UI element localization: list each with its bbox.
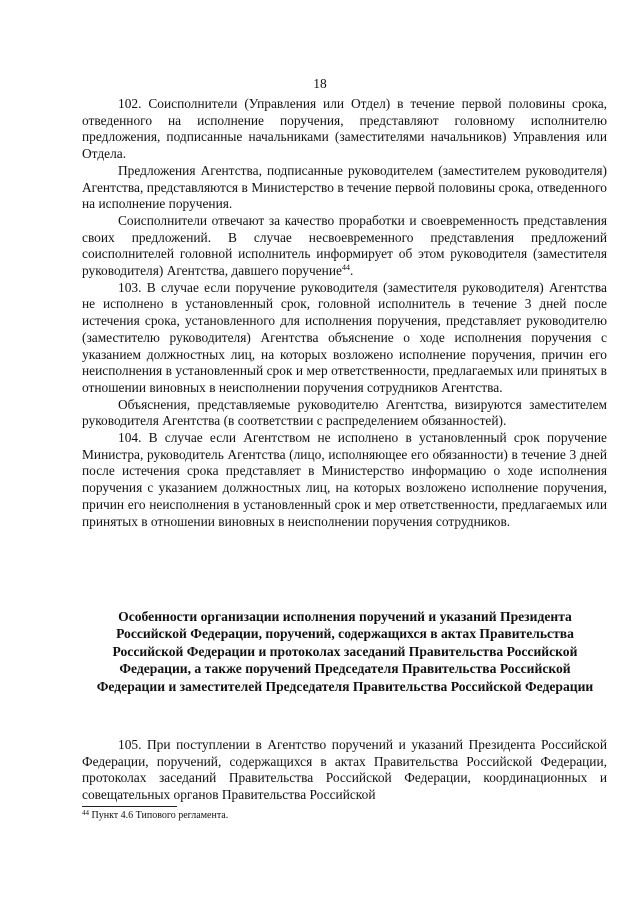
footnote-number: 44 (82, 809, 89, 817)
paragraph-co-executors (82, 213, 607, 280)
paragraph-104: 104. В случае если Агентством не исполнено в установленный срок поручение Министра, руководитель Агентства (лицо, исполняющее его обязанности) в течение 3 дней после истечения срока представляет в Министерство информацию о ходе исполнения поручения с указанием должностных лиц, на которых возложено исполнение поручения, причин его неисполнения в установленный срок и мер ответственности, предлагаемых или принятых в отношении виновных в неисполнении поручения сотрудников. (82, 430, 607, 529)
paragraph-102: 102. Соисполнители (Управления или Отдел) в течение первой половины срока, отведенного на исполнение поручения, представляют головному исполнителю предложения, подписанные начальниками (заместителями начальников) Управления или Отдела. (82, 96, 607, 162)
page-number: 18 (313, 76, 327, 91)
footnote-reference[interactable]: 44 (341, 263, 350, 273)
section-heading: Особенности организации исполнения поручений и указаний Президента Российской Федерации, поручений, содержащихся в актах Правительства Российской Федерации и протоколах заседаний Правительства Российской Федерации, а также поручений Председателя Правительства Российской Федерации и заместителей Председателя Правительства Российской Федерации (96, 609, 594, 694)
body-text (82, 96, 607, 530)
footnote-divider (82, 806, 177, 807)
paragraph-103: 103. В случае если поручение руководителя (заместителя руководителя) Агентства не исполнено в установленный срок, головной исполнитель в течение 3 дней после истечения срока, установленного для исполнения поручения, представляет руководителю (заместителю руководителя) Агентства объяснение о ходе исполнения поручения с указанием должностных лиц, на которых возложено исполнение поручения, причин его неисполнения в установленный срок и мер ответственности, предлагаемых или принятых в отношении виновных в неисполнении поручения сотрудников Агентства. (82, 279, 607, 395)
footnote-text: Пункт 4.6 Типового регламента. (89, 810, 229, 821)
footnote (82, 810, 607, 822)
lower-text (82, 737, 607, 804)
paragraph-agency-proposals: Предложения Агентства, подписанные руководителем (заместителем руководителя) Агентства, представляются в Министерство в течение первой половины срока, отведенного на исполнение поручения. (82, 162, 607, 212)
paragraph-co-executors-text: Соисполнители отвечают за качество проработки и своевременность представления своих предложений. В случае несвоевременного представления предложений соисполнителей головной исполнитель информирует об этом руководителя (заместителя руководителя) Агентства, давшего поручение (82, 212, 607, 279)
paragraph-105: 105. При поступлении в Агентство поручений и указаний Президента Российской Федерации, поручений, содержащихся в актах Правительства Российской Федерации, протоколах заседаний Правительства Российской Федерации, координационных и совещательных органов Правительства Российской (82, 737, 607, 803)
footnote-reference-suffix: . (349, 263, 354, 279)
paragraph-explanations: Объяснения, представляемые руководителю Агентства, визируются заместителем руководителя Агентства (в соответствии с распределением обязанностей). (82, 396, 607, 429)
